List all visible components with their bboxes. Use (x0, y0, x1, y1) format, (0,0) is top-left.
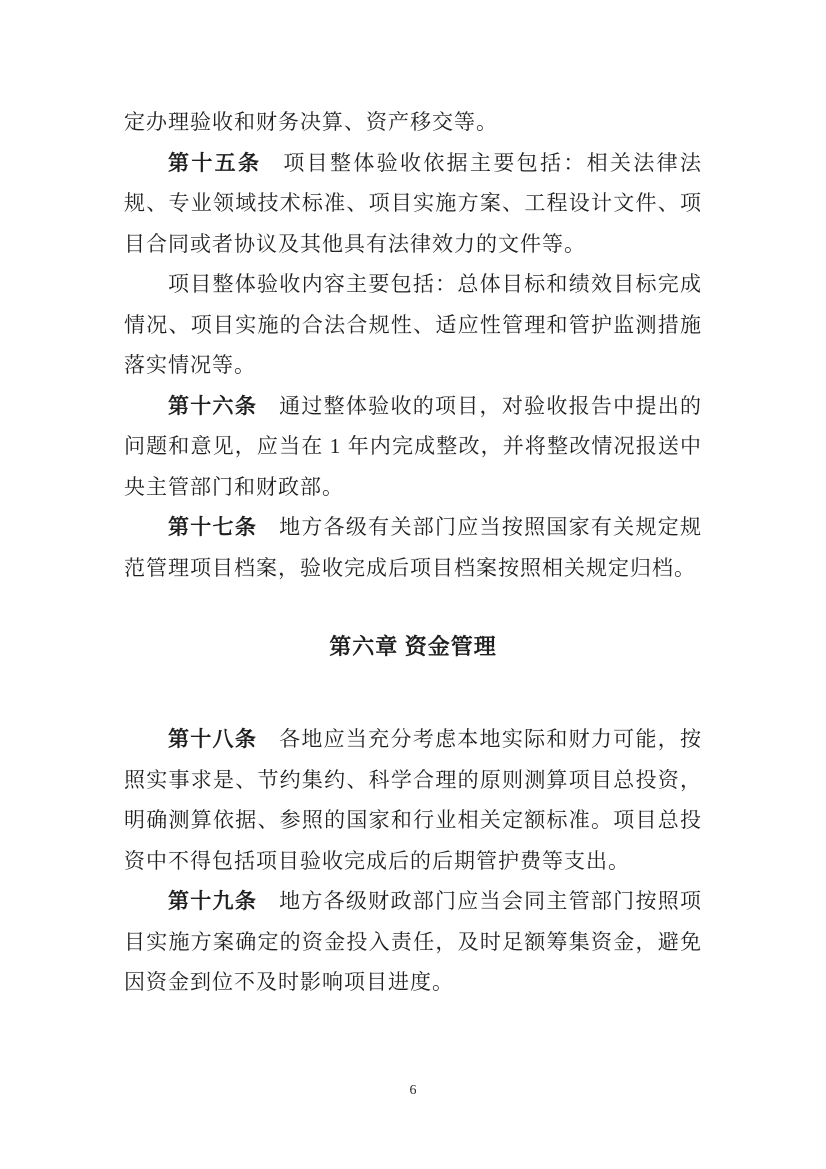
paragraph-text: 各地应当充分考虑本地实际和财力可能，按照实事求是、节约集约、科学合理的原则测算项目总投资，明确测算依据、参照的国家和行业相关定额标准。项目总投资中不得包括项目验收完成后的后期管护费等支出。 (124, 727, 703, 873)
body-paragraph (124, 102, 702, 143)
article-number: 第十八条 (168, 727, 258, 751)
paragraph-text: 通过整体验收的项目，对验收报告中提出的问题和意见，应当在 1 年内完成整改，并将整改情况报送中央主管部门和财政部。 (124, 393, 703, 499)
article-number: 第十七条 (168, 515, 258, 539)
paragraph-text: 地方各级财政部门应当会同主管部门按照项目实施方案确定的资金投入责任，及时足额筹集资金，避免因资金到位不及时影响项目进度。 (124, 889, 703, 994)
article-number: 第十五条 (168, 150, 262, 175)
paragraph-text: 地方各级有关部门应当按照国家有关规定规范管理项目档案，验收完成后项目档案按照相关规定归档。 (124, 515, 703, 580)
article-number: 第十九条 (168, 889, 258, 913)
body-paragraph (124, 264, 702, 386)
article-paragraph (124, 507, 702, 588)
paragraph-text: 项目整体验收内容主要包括：总体目标和绩效目标完成情况、项目实施的合法合规性、适应性管理和管护监测措施落实情况等。 (124, 272, 702, 377)
article-paragraph (124, 719, 702, 881)
paragraph-text: 项目整体验收依据主要包括：相关法律法规、专业领域技术标准、项目实施方案、工程设计文件、项目合同或者协议及其他具有法律效力的文件等。 (124, 150, 703, 256)
paragraph-text: 定办理验收和财务决算、资产移交等。 (124, 110, 498, 134)
article-paragraph (124, 881, 702, 1003)
chapter-heading: 第六章 资金管理 (329, 634, 497, 659)
article-number: 第十六条 (168, 393, 258, 418)
article-paragraph (124, 143, 702, 265)
document-body (124, 102, 702, 1003)
page-footer (0, 1081, 826, 1099)
page-number: 6 (409, 1083, 417, 1098)
article-paragraph (124, 386, 702, 508)
